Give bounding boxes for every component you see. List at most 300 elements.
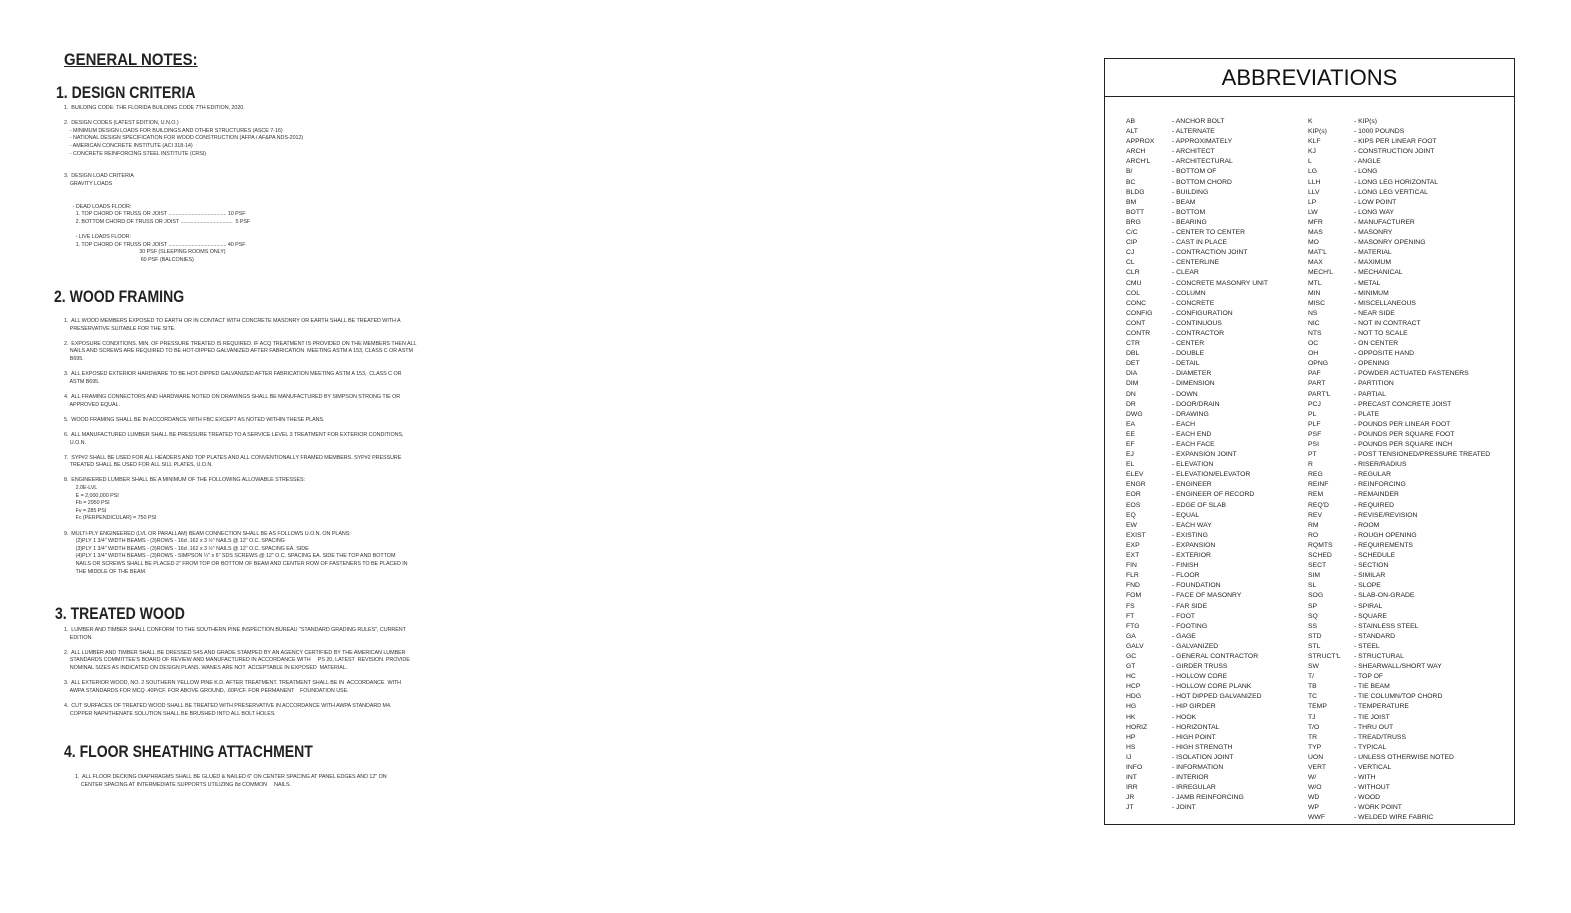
abbreviation-term: CTR bbox=[1126, 340, 1140, 348]
abbreviation-definition: - POUNDS PER LINEAR FOOT bbox=[1354, 420, 1451, 428]
design-criteria-text: 1. BUILDING CODE: THE FLORIDA BUILDING CODE 7TH EDITION, 2020. 2. DESIGN CODES (LATEST EDITION, U.N.O.) - MINIMUM DESIGN LOADS FOR BUILDINGS AND OTHER STRUCTURES (ASCE 7-16) - NATIONAL DESIGN SPECIFICATION FOR WOOD CONSTRUCTION (AFPA / AF&PA NDS-2012) - AMERICAN CONCRETE INSTITUTE (ACI 318-14) - CONCRETE REINFORCING STEEL INSTITUTE (CRSI) 3. DESIGN LOAD CRITERIA GRAVITY LOADS - DEAD LOADS FLOOR: 1. TOP CHORD OF TRUSS OR JOIST ........................................ 10 PSF 2. BOTTOM CHORD OF TRUSS OR JOIST .................................... 5 PSF - LIVE LOADS FLOOR: 1. TOP CHORD OF TRUSS OR JOIST ........................................ 40 PSF 30 PSF (SLEEPING ROOMS ONLY) 60 PSF (BALCONIES) bbox=[64, 105, 304, 263]
abbreviation-row bbox=[1126, 571, 1268, 581]
abbreviation-definition: - EXISTING bbox=[1172, 531, 1208, 539]
abbreviation-row bbox=[1308, 501, 1490, 511]
abbreviation-term: DR bbox=[1126, 400, 1136, 408]
abbreviation-term: PL bbox=[1308, 410, 1317, 418]
abbreviation-row bbox=[1308, 753, 1490, 763]
abbreviation-definition: - TYPICAL bbox=[1354, 743, 1387, 751]
abbreviation-row bbox=[1308, 127, 1490, 137]
abbreviation-term: MAT'L bbox=[1308, 249, 1327, 257]
abbreviation-row bbox=[1308, 258, 1490, 268]
abbreviation-definition: - HOT DIPPED GALVANIZED bbox=[1172, 693, 1262, 701]
abbreviation-definition: - WITHOUT bbox=[1354, 784, 1390, 792]
abbreviation-row bbox=[1126, 642, 1268, 652]
abbreviation-term: HP bbox=[1126, 733, 1136, 741]
abbreviation-row bbox=[1126, 450, 1268, 460]
abbreviation-term: INT bbox=[1126, 774, 1137, 782]
abbreviation-row bbox=[1126, 783, 1268, 793]
abbreviation-definition: - SPIRAL bbox=[1354, 602, 1383, 610]
abbreviation-term: STL bbox=[1308, 642, 1321, 650]
abbreviation-row bbox=[1308, 410, 1490, 420]
abbreviation-term: JR bbox=[1126, 794, 1135, 802]
abbreviation-term: STRUCT'L bbox=[1308, 652, 1341, 660]
abbreviation-term: RO bbox=[1308, 531, 1319, 539]
abbreviation-term: FTG bbox=[1126, 622, 1140, 630]
abbreviation-definition: - FAR SIDE bbox=[1172, 602, 1208, 610]
abbreviation-row bbox=[1308, 813, 1490, 823]
abbreviation-row bbox=[1126, 157, 1268, 167]
abbreviation-term: FND bbox=[1126, 582, 1140, 590]
abbreviation-term: ENGR bbox=[1126, 481, 1146, 489]
abbreviation-definition: - EDGE OF SLAB bbox=[1172, 501, 1227, 509]
abbreviation-definition: - THRU OUT bbox=[1354, 723, 1394, 731]
abbreviation-row bbox=[1308, 652, 1490, 662]
abbreviation-definition: - WOOD bbox=[1354, 794, 1381, 802]
abbreviation-definition: - FOOT bbox=[1172, 612, 1196, 620]
abbreviation-row bbox=[1308, 622, 1490, 632]
abbreviation-row bbox=[1126, 379, 1268, 389]
abbreviation-definition: - ENGINEER OF RECORD bbox=[1172, 491, 1255, 499]
abbreviation-definition: - SCHEDULE bbox=[1354, 552, 1396, 560]
abbreviation-term: FT bbox=[1126, 612, 1135, 620]
abbreviation-term: SECT bbox=[1308, 562, 1327, 570]
abbreviation-definition: - HOOK bbox=[1172, 713, 1197, 721]
abbreviation-row bbox=[1308, 733, 1490, 743]
abbreviation-definition: - CENTER TO CENTER bbox=[1172, 229, 1246, 237]
abbreviation-row bbox=[1308, 450, 1490, 460]
abbreviation-term: PART'L bbox=[1308, 390, 1331, 398]
abbreviation-definition: - SECTION bbox=[1354, 562, 1389, 570]
abbreviation-term: MTL bbox=[1308, 279, 1322, 287]
abbreviation-term: OH bbox=[1308, 350, 1319, 358]
abbreviation-term: MFR bbox=[1308, 218, 1323, 226]
treated-wood-heading: 3. TREATED WOOD bbox=[55, 605, 185, 623]
abbreviation-definition: - BOTTOM CHORD bbox=[1172, 178, 1232, 186]
abbreviation-definition: - LONG bbox=[1354, 168, 1378, 176]
abbreviation-row bbox=[1126, 511, 1268, 521]
abbreviation-term: EOS bbox=[1126, 501, 1141, 509]
abbreviation-term: MAS bbox=[1308, 229, 1323, 237]
abbreviation-term: BM bbox=[1126, 198, 1137, 206]
abbreviation-term: SIM bbox=[1308, 572, 1321, 580]
abbreviation-definition: - PARTIAL bbox=[1354, 390, 1386, 398]
abbreviation-row bbox=[1126, 228, 1268, 238]
abbreviation-term: WP bbox=[1308, 804, 1319, 812]
abbreviation-definition: - JAMB REINFORCING bbox=[1172, 794, 1244, 802]
abbreviation-definition: - TIE COLUMN/TOP CHORD bbox=[1354, 693, 1443, 701]
abbreviation-row bbox=[1308, 793, 1490, 803]
abbreviation-term: IRR bbox=[1126, 784, 1138, 792]
abbreviation-row bbox=[1126, 591, 1268, 601]
abbreviation-term: EQ bbox=[1126, 511, 1136, 519]
abbreviation-row bbox=[1126, 167, 1268, 177]
abbreviation-definition: - ON CENTER bbox=[1354, 340, 1399, 348]
abbreviation-row bbox=[1126, 339, 1268, 349]
abbreviation-row bbox=[1308, 117, 1490, 127]
abbreviation-term: T/O bbox=[1308, 723, 1320, 731]
abbreviation-term: INFO bbox=[1126, 764, 1143, 771]
abbreviation-row bbox=[1126, 430, 1268, 440]
abbreviation-definition: - MAXIMUM bbox=[1354, 259, 1392, 267]
abbreviation-term: T/ bbox=[1308, 673, 1315, 681]
abbreviation-definition: - EACH WAY bbox=[1172, 521, 1212, 529]
abbreviation-definition: - CONTRACTION JOINT bbox=[1172, 249, 1248, 257]
abbreviation-row bbox=[1308, 390, 1490, 400]
abbreviation-row bbox=[1308, 369, 1490, 379]
abbreviation-definition: - BEARING bbox=[1172, 218, 1207, 226]
general-notes-heading: GENERAL NOTES: bbox=[64, 50, 198, 69]
abbreviation-definition: - POUNDS PER SQUARE INCH bbox=[1354, 441, 1453, 448]
abbreviation-definition: - OPPOSITE HAND bbox=[1354, 350, 1415, 358]
abbreviation-term: W/O bbox=[1308, 784, 1322, 792]
abbreviation-term: PART bbox=[1308, 380, 1326, 388]
abbreviation-definition: - DRAWING bbox=[1172, 410, 1209, 418]
abbreviation-definition: - HIP GIRDER bbox=[1172, 703, 1216, 711]
abbreviation-term: STD bbox=[1308, 632, 1322, 640]
abbreviation-term: SP bbox=[1308, 602, 1318, 610]
abbreviation-term: EL bbox=[1126, 461, 1135, 469]
abbreviation-term: WD bbox=[1308, 794, 1320, 802]
abbreviation-definition: - ALTERNATE bbox=[1172, 128, 1215, 136]
abbreviation-definition: - VERTICAL bbox=[1354, 764, 1392, 771]
abbreviation-row bbox=[1308, 147, 1490, 157]
abbreviation-row bbox=[1126, 622, 1268, 632]
abbreviation-row bbox=[1126, 258, 1268, 268]
abbreviation-term: ARCH'L bbox=[1126, 158, 1151, 166]
wood-framing-heading: 2. WOOD FRAMING bbox=[54, 288, 185, 306]
abbreviation-row bbox=[1126, 309, 1268, 319]
abbreviation-term: MECH'L bbox=[1308, 269, 1334, 277]
wood-framing-text: 1. ALL WOOD MEMBERS EXPOSED TO EARTH OR IN CONTACT WITH CONCRETE MASONRY OR EARTH SHALL BE TREATED WITH A PRESERVATIVE SUITABLE FOR THE SITE. 2. EXPOSURE CONDITIONS. MIN. OF PRESSURE TREATED IS REQUIRED. IF ACQ TREATMENT IS PROVIDED ON THE MEMBERS THEN ALL NAILS AND SCREWS ARE REQUIRED TO BE HOT-DIPPED GALVANIZED AFTER FABRICATION MEETING ASTM A 153, CLASS C OR ASTM B695. 3. ALL EXPOSED EXTERIOR HARDWARE TO BE HOT-DIPPED GALVANIZED AFTER FABRICATION MEETING ASTM A 153, CLASS C OR ASTM B695. 4. ALL FRAMING CONNECTORS AND HARDWARE NOTED ON DRAWINGS SHALL BE MANUFACTURED BY SIMPSON STRONG TIE OR APPROVED EQUAL. 5. WOOD FRAMING SHALL BE IN ACCORDANCE WITH FBC EXCEPT AS NOTED WITHIN THESE PLANS. 6. ALL MANUFACTURED LUMBER SHALL BE PRESSURE TREATED TO A SERVICE LEVEL 3 TREATMENT FOR EXTERIOR CONDITIONS, U.O.N. 7. SYP#2 SHALL BE USED FOR ALL HEADERS AND TOP PLATES AND ALL CONVENTIONALLY FRAMED MEMBERS. SYP#2 PRESSURE TREATED SHALL BE USED FOR ALL SILL PLATES, U.O.N. 8. ENGINEERED LUMBER SHALL BE A MINIMUM OF THE FOLLOWING ALLOWABLE STRESSES: 2.0E-LVL E = 2,000,000 PSI Fb = 2950 PSI Fv = 285 PSI Fc (PERPENDICULAR) = 750 PSI 9. MULTI-PLY ENGINEERED (LVL OR PARALLAM) BEAM CONNECTION SHALL BE AS FOLLOWS U.O.N. ON PLANS: (2)PLY 1 3/4" WIDTH BEAMS - (3)ROWS - 16d .162 x 3 ½" NAILS @ 12" O.C. SPACING (3)PLY 1 3/4" WIDTH BEAMS - (3)ROWS - 16d .162 x 3 ½" NAILS @ 12" O.C. SPACING EA. SIDE (4)PLY 1 3/4" WIDTH BEAMS - (3)ROWS - SIMPSON ¼" x 6" SDS SCREWS @ 12" O.C. SPACING EA. SIDE THE TOP AND BOTTOM NAILS OR SCREWS SHALL BE PLACED 2" FROM TOP OR BOTTOM OF BEAM AND CENTER ROW OF FASTENERS TO BE PLACED IN THE MIDDLE OF THE BEAM. bbox=[64, 318, 417, 575]
abbreviation-row bbox=[1126, 289, 1268, 299]
abbreviation-definition: - CONFIGURATION bbox=[1172, 309, 1233, 317]
abbreviation-row bbox=[1126, 561, 1268, 571]
abbreviation-term: PT bbox=[1308, 451, 1317, 459]
abbreviation-definition: - METAL bbox=[1354, 279, 1381, 287]
abbreviation-term: MISC bbox=[1308, 299, 1325, 307]
abbreviation-term: PLF bbox=[1308, 420, 1321, 428]
abbreviation-row bbox=[1308, 682, 1490, 692]
abbreviation-definition: - IRREGULAR bbox=[1172, 784, 1216, 792]
abbreviation-row bbox=[1308, 460, 1490, 470]
abbreviation-definition: - EXPANSION JOINT bbox=[1172, 451, 1237, 459]
abbreviation-row bbox=[1126, 723, 1268, 733]
abbreviation-term: UON bbox=[1308, 753, 1324, 761]
abbreviation-row bbox=[1126, 743, 1268, 753]
abbreviation-definition: - POUNDS PER SQUARE FOOT bbox=[1354, 430, 1455, 438]
abbreviation-definition: - MISCELLANEOUS bbox=[1354, 299, 1416, 307]
abbreviation-definition: - HIGH POINT bbox=[1172, 733, 1216, 741]
abbreviation-row bbox=[1126, 713, 1268, 723]
abbreviation-row bbox=[1308, 783, 1490, 793]
abbreviation-row bbox=[1308, 803, 1490, 813]
abbreviation-term: EXIST bbox=[1126, 531, 1146, 539]
floor-sheathing-heading: 4. FLOOR SHEATHING ATTACHMENT bbox=[64, 743, 313, 761]
abbreviation-row bbox=[1308, 702, 1490, 712]
abbreviation-term: HCP bbox=[1126, 683, 1141, 691]
abbreviation-definition: - GIRDER TRUSS bbox=[1172, 663, 1228, 671]
abbreviation-row bbox=[1126, 702, 1268, 712]
abbreviation-row bbox=[1126, 117, 1268, 127]
abbreviation-definition: - TOP OF bbox=[1354, 673, 1384, 681]
abbreviation-definition: - PLATE bbox=[1354, 410, 1380, 418]
abbreviation-definition: - REQUIRED bbox=[1354, 501, 1395, 509]
abbreviation-definition: - CAST IN PLACE bbox=[1172, 239, 1228, 247]
abbreviation-term: VERT bbox=[1308, 764, 1327, 771]
floor-sheathing-text: 1. ALL FLOOR DECKING DIAPHRAGMS SHALL BE GLUED & NAILED 6" ON CENTER SPACING AT PANEL EDGES AND 12" ON CENTER SPACING AT INTERMEDIATE SUPPORTS UTILIZING 8d COMMON NAILS. bbox=[75, 774, 387, 788]
abbreviation-row bbox=[1126, 521, 1268, 531]
abbreviation-row bbox=[1308, 470, 1490, 480]
abbreviation-definition: - WITH bbox=[1354, 774, 1376, 782]
abbreviation-term: EE bbox=[1126, 430, 1136, 438]
abbreviation-row bbox=[1126, 652, 1268, 662]
abbreviation-row bbox=[1126, 208, 1268, 218]
abbreviation-definition: - CONCRETE bbox=[1172, 299, 1215, 307]
abbreviation-term: LP bbox=[1308, 198, 1317, 206]
abbreviation-definition: - WELDED WIRE FABRIC bbox=[1354, 814, 1434, 822]
abbreviation-definition: - STAINLESS STEEL bbox=[1354, 622, 1419, 630]
abbreviation-definition: - TIE JOIST bbox=[1354, 713, 1390, 721]
abbreviation-row bbox=[1308, 279, 1490, 289]
abbreviation-definition: - STANDARD bbox=[1354, 632, 1396, 640]
abbreviation-term: RQMTS bbox=[1308, 541, 1333, 549]
abbreviation-row bbox=[1308, 329, 1490, 339]
abbreviation-definition: - EACH FACE bbox=[1172, 441, 1215, 448]
abbreviation-term: EXP bbox=[1126, 541, 1140, 549]
abbreviation-row bbox=[1308, 289, 1490, 299]
abbreviation-definition: - SLOPE bbox=[1354, 582, 1381, 590]
abbreviation-term: ALT bbox=[1126, 128, 1138, 136]
abbreviation-definition: - HIGH STRENGTH bbox=[1172, 743, 1233, 751]
abbreviation-definition: - PRECAST CONCRETE JOIST bbox=[1354, 400, 1452, 408]
abbreviation-definition: - CENTERLINE bbox=[1172, 259, 1220, 267]
abbreviation-term: PAF bbox=[1308, 370, 1321, 378]
abbreviations-column-2 bbox=[1308, 117, 1490, 824]
abbreviation-row bbox=[1126, 349, 1268, 359]
abbreviation-term: REM bbox=[1308, 491, 1324, 499]
abbreviation-term: EJ bbox=[1126, 451, 1134, 459]
abbreviation-row bbox=[1308, 400, 1490, 410]
abbreviation-row bbox=[1126, 127, 1268, 137]
abbreviation-row bbox=[1308, 420, 1490, 430]
abbreviation-definition: - NOT IN CONTRACT bbox=[1354, 319, 1421, 327]
abbreviation-definition: - EQUAL bbox=[1172, 511, 1200, 519]
abbreviation-row bbox=[1126, 460, 1268, 470]
abbreviation-row bbox=[1308, 198, 1490, 208]
abbreviation-row bbox=[1308, 531, 1490, 541]
abbreviation-definition: - HORIZONTAL bbox=[1172, 723, 1220, 731]
abbreviation-term: C/C bbox=[1126, 229, 1138, 237]
abbreviation-term: CJ bbox=[1126, 249, 1135, 257]
abbreviation-row bbox=[1308, 218, 1490, 228]
abbreviation-definition: - MECHANICAL bbox=[1354, 269, 1403, 277]
abbreviation-row bbox=[1308, 571, 1490, 581]
abbreviation-definition: - FOOTING bbox=[1172, 622, 1208, 630]
abbreviation-row bbox=[1126, 137, 1268, 147]
abbreviation-definition: - HOLLOW CORE PLANK bbox=[1172, 683, 1252, 691]
abbreviation-row bbox=[1126, 279, 1268, 289]
abbreviation-row bbox=[1308, 511, 1490, 521]
abbreviation-term: REQ'D bbox=[1308, 501, 1329, 509]
abbreviation-term: OPNG bbox=[1308, 360, 1329, 368]
abbreviation-term: SQ bbox=[1308, 612, 1318, 620]
abbreviation-definition: - DETAIL bbox=[1172, 360, 1200, 368]
abbreviation-term: KJ bbox=[1308, 148, 1316, 156]
abbreviation-term: B/ bbox=[1126, 168, 1133, 176]
abbreviation-definition: - BOTTOM OF bbox=[1172, 168, 1217, 176]
abbreviation-row bbox=[1308, 137, 1490, 147]
abbreviation-row bbox=[1126, 733, 1268, 743]
abbreviation-term: R bbox=[1308, 461, 1313, 469]
abbreviation-term: SCHED bbox=[1308, 552, 1332, 560]
abbreviation-row bbox=[1126, 682, 1268, 692]
treated-wood-text: 1. LUMBER AND TIMBER SHALL CONFORM TO THE SOUTHERN PINE INSPECTION BUREAU "STANDARD GRADING RULES", CURRENT EDITION. 2. ALL LUMBER AND TIMBER SHALL BE DRESSED S4S AND GRADE STAMPED BY AN AGENCY CERTIFIED BY THE AMERICAN LUMBER STANDARDS COMMITTEE'S BOARD OF REVIEW AND MANUFACTURED IN ACCORDANCE WITH PS 20, LATEST REVISION. PROVIDE NOMINAL SIZES AS INDICATED ON DESIGN PLANS. WANES ARE NOT ACCEPTABLE IN EXPOSED MATERIAL. 3. ALL EXTERIOR WOOD, NO. 2 SOUTHERN YELLOW PINE K.D. AFTER TREATMENT. TREATMENT SHALL BE IN ACCORDANCE WITH AWPA STANDARDS FOR MCQ .40P/CF. FOR ABOVE GROUND, .60P/CF. FOR PERMANENT FOUNDATION USE. 4. CUT SURFACES OF TREATED WOOD SHALL BE TREATED WITH PRESERVATIVE IN ACCORDANCE WITH AWPA STANDARD M4. COPPER NAPHTHENATE SOLUTION SHALL BE BRUSHED INTO ALL BOLT HOLES. bbox=[64, 627, 410, 717]
abbreviation-definition: - MASONRY bbox=[1354, 229, 1393, 237]
abbreviation-term: DET bbox=[1126, 360, 1140, 368]
abbreviation-definition: - NEAR SIDE bbox=[1354, 309, 1395, 317]
abbreviation-row bbox=[1308, 480, 1490, 490]
abbreviation-row bbox=[1308, 581, 1490, 591]
abbreviation-row bbox=[1308, 157, 1490, 167]
abbreviation-term: BOTT bbox=[1126, 208, 1145, 216]
abbreviation-row bbox=[1126, 319, 1268, 329]
abbreviation-definition: - FLOOR bbox=[1172, 572, 1200, 580]
abbreviation-term: FIN bbox=[1126, 562, 1137, 570]
abbreviation-definition: - HOLLOW CORE bbox=[1172, 673, 1228, 681]
abbreviation-row bbox=[1308, 743, 1490, 753]
abbreviation-definition: - TREAD/TRUSS bbox=[1354, 733, 1406, 741]
abbreviation-definition: - SQUARE bbox=[1354, 612, 1387, 620]
abbreviation-definition: - LONG LEG HORIZONTAL bbox=[1354, 178, 1439, 186]
abbreviation-term: SL bbox=[1308, 582, 1317, 590]
abbreviation-definition: - CLEAR bbox=[1172, 269, 1199, 277]
abbreviation-term: CL bbox=[1126, 259, 1135, 267]
abbreviation-row bbox=[1126, 662, 1268, 672]
abbreviation-definition: - PARTITION bbox=[1354, 380, 1394, 388]
abbreviation-row bbox=[1126, 763, 1268, 773]
abbreviation-term: ARCH bbox=[1126, 148, 1146, 156]
abbreviation-definition: - DIAMETER bbox=[1172, 370, 1212, 378]
abbreviation-term: CMU bbox=[1126, 279, 1142, 287]
abbreviation-term: BC bbox=[1126, 178, 1136, 186]
abbreviation-row bbox=[1308, 490, 1490, 500]
abbreviation-definition: - LONG LEG VERTICAL bbox=[1354, 188, 1428, 196]
abbreviation-term: JT bbox=[1126, 804, 1134, 812]
abbreviation-term: LG bbox=[1308, 168, 1318, 176]
abbreviation-definition: - 1000 POUNDS bbox=[1354, 128, 1405, 136]
abbreviation-row bbox=[1126, 188, 1268, 198]
abbreviation-definition: - BOTTOM bbox=[1172, 208, 1206, 216]
abbreviation-definition: - LOW POINT bbox=[1354, 198, 1397, 206]
design-criteria-heading: 1. DESIGN CRITERIA bbox=[56, 84, 196, 102]
abbreviation-term: HG bbox=[1126, 703, 1137, 711]
abbreviation-definition: - REGULAR bbox=[1354, 471, 1392, 479]
abbreviation-term: TC bbox=[1308, 693, 1318, 701]
abbreviation-row bbox=[1308, 561, 1490, 571]
abbreviation-term: REV bbox=[1308, 511, 1322, 519]
abbreviation-row bbox=[1308, 319, 1490, 329]
abbreviation-definition: - ARCHITECTURAL bbox=[1172, 158, 1233, 166]
abbreviation-definition: - SLAB-ON-GRADE bbox=[1354, 592, 1415, 600]
abbreviation-term: NIC bbox=[1308, 319, 1320, 327]
abbreviation-definition: - DIMENSION bbox=[1172, 380, 1215, 388]
abbreviation-row bbox=[1308, 359, 1490, 369]
abbreviation-term: HK bbox=[1126, 713, 1136, 721]
abbreviation-definition: - INFORMATION bbox=[1172, 764, 1224, 771]
abbreviation-term: DN bbox=[1126, 390, 1136, 398]
abbreviation-term: LLH bbox=[1308, 178, 1321, 186]
abbreviation-definition: - CONCRETE MASONRY UNIT bbox=[1172, 279, 1269, 287]
abbreviation-row bbox=[1126, 490, 1268, 500]
abbreviation-definition: - ELEVATION bbox=[1172, 461, 1214, 469]
abbreviation-row bbox=[1308, 672, 1490, 682]
abbreviation-definition: - SHEARWALL/SHORT WAY bbox=[1354, 663, 1442, 671]
abbreviation-definition: - DOOR/DRAIN bbox=[1172, 400, 1220, 408]
abbreviation-term: L bbox=[1308, 158, 1312, 166]
abbreviation-row bbox=[1126, 672, 1268, 682]
abbreviation-row bbox=[1126, 470, 1268, 480]
abbreviation-definition: - COLUMN bbox=[1172, 289, 1206, 297]
abbreviation-term: HS bbox=[1126, 743, 1136, 751]
abbreviation-row bbox=[1308, 551, 1490, 561]
abbreviation-term: MO bbox=[1308, 239, 1319, 247]
abbreviation-definition: - GALVANIZED bbox=[1172, 642, 1219, 650]
abbreviation-term: GC bbox=[1126, 652, 1137, 660]
abbreviation-term: TB bbox=[1308, 683, 1317, 691]
abbreviation-definition: - REMAINDER bbox=[1354, 491, 1399, 499]
abbreviation-row bbox=[1126, 299, 1268, 309]
abbreviation-term: MAX bbox=[1308, 259, 1323, 267]
abbreviation-term: MIN bbox=[1308, 289, 1321, 297]
abbreviation-row bbox=[1126, 480, 1268, 490]
abbreviation-definition: - DOWN bbox=[1172, 390, 1198, 398]
abbreviation-row bbox=[1308, 349, 1490, 359]
abbreviation-row bbox=[1308, 632, 1490, 642]
abbreviation-definition: - KIP(s) bbox=[1354, 118, 1378, 125]
abbreviation-definition: - CONTINUOUS bbox=[1172, 319, 1222, 327]
abbreviation-term: LLV bbox=[1308, 188, 1320, 196]
abbreviation-row bbox=[1308, 339, 1490, 349]
abbreviation-definition: - GENERAL CONTRACTOR bbox=[1172, 652, 1259, 660]
abbreviation-term: EXT bbox=[1126, 552, 1140, 560]
abbreviation-definition: - ARCHITECT bbox=[1172, 148, 1215, 156]
abbreviation-term: SW bbox=[1308, 663, 1319, 671]
abbreviation-row bbox=[1126, 369, 1268, 379]
abbreviation-definition: - REINFORCING bbox=[1354, 481, 1406, 489]
abbreviation-term: COL bbox=[1126, 289, 1140, 297]
abbreviation-row bbox=[1126, 581, 1268, 591]
abbreviation-row bbox=[1126, 632, 1268, 642]
abbreviation-definition: - STRUCTURAL bbox=[1354, 652, 1404, 660]
abbreviation-definition: - GAGE bbox=[1172, 632, 1196, 640]
abbreviation-definition: - ANGLE bbox=[1354, 158, 1381, 166]
abbreviation-term: FLR bbox=[1126, 572, 1139, 580]
abbreviation-term: DBL bbox=[1126, 350, 1140, 358]
abbreviation-definition: - LONG WAY bbox=[1354, 208, 1395, 216]
abbreviation-definition: - NOT TO SCALE bbox=[1354, 329, 1408, 337]
abbreviation-term: IJ bbox=[1126, 753, 1132, 761]
abbreviation-term: EOR bbox=[1126, 491, 1141, 499]
abbreviation-row bbox=[1126, 218, 1268, 228]
abbreviation-row bbox=[1126, 198, 1268, 208]
abbreviation-definition: - BUILDING bbox=[1172, 188, 1209, 196]
abbreviation-row bbox=[1126, 551, 1268, 561]
abbreviation-term: HORIZ bbox=[1126, 723, 1148, 731]
abbreviation-definition: - MATERIAL bbox=[1354, 249, 1392, 257]
abbreviation-row bbox=[1126, 612, 1268, 622]
abbreviation-row bbox=[1126, 420, 1268, 430]
